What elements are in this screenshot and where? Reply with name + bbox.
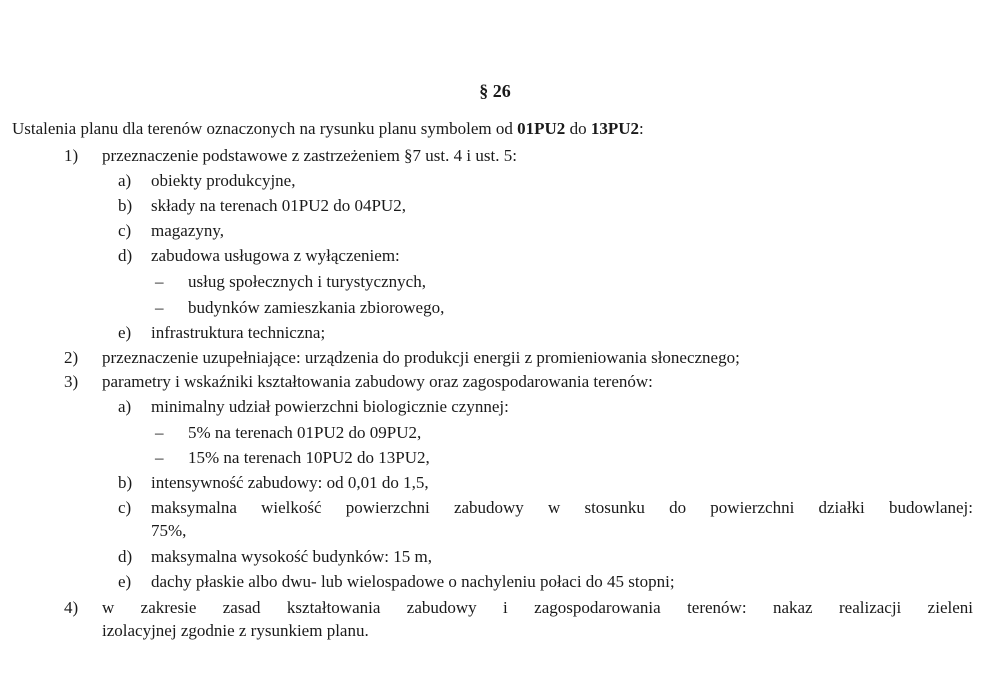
dash-item-text: usług społecznych i turystycznych, (188, 272, 426, 291)
sub-item-text: minimalny udział powierzchni biologicznie czynnej: (151, 397, 509, 416)
item-number: 4) (64, 598, 79, 617)
intro-symbol-from: 01PU2 (517, 119, 566, 138)
dash-mark: – (155, 448, 164, 467)
dash-mark: – (155, 423, 164, 442)
item-text: w zakresie zasad kształtowania zabudowy i zagospodarowania terenów: nakaz realizacji zieleni (102, 598, 973, 617)
sub-item-letter: d) (118, 547, 133, 566)
dash-mark: – (155, 272, 164, 291)
sub-item-letter: b) (118, 196, 133, 215)
dash-item-text: budynków zamieszkania zbiorowego, (188, 298, 445, 317)
sub-item-letter: e) (118, 572, 132, 591)
sub-item-letter: d) (118, 246, 133, 265)
intro-symbol-to: 13PU2 (590, 119, 639, 138)
intro-prefix: Ustalenia planu dla terenów oznaczonych na rysunku planu symbolem od (12, 119, 518, 138)
sub-item-letter: a) (118, 397, 132, 416)
item-text: przeznaczenie uzupełniające: urządzenia do produkcji energii z promieniowania słonecznego; (102, 348, 740, 367)
item-text: parametry i wskaźniki kształtowania zabudowy oraz zagospodarowania terenów: (102, 372, 653, 391)
sub-item-text-continuation: 75%, (151, 521, 187, 540)
sub-item-text: zabudowa usługowa z wyłączeniem: (151, 246, 400, 265)
intro-mid: do (565, 119, 591, 138)
sub-item-letter: c) (118, 498, 132, 517)
sub-item-letter: e) (118, 323, 132, 342)
dash-item-text: 5% na terenach 01PU2 do 09PU2, (188, 423, 422, 442)
sub-item-text: infrastruktura techniczna; (151, 323, 326, 342)
sub-item-text: intensywność zabudowy: od 0,01 do 1,5, (151, 473, 429, 492)
sub-item-text: dachy płaskie albo dwu- lub wielospadowe o nachyleniu połaci do 45 stopni; (151, 572, 675, 591)
item-number: 2) (64, 348, 79, 367)
item-text: przeznaczenie podstawowe z zastrzeżeniem §7 ust. 4 i ust. 5: (102, 146, 517, 165)
sub-item-letter: c) (118, 221, 132, 240)
sub-item-text: składy na terenach 01PU2 do 04PU2, (151, 196, 406, 215)
dash-mark: – (155, 298, 164, 317)
item-text-continuation: izolacyjnej zgodnie z rysunkiem planu. (102, 621, 369, 640)
item-number: 1) (64, 146, 79, 165)
sub-item-text: magazyny, (151, 221, 225, 240)
sub-item-letter: b) (118, 473, 133, 492)
sub-item-text: obiekty produkcyjne, (151, 171, 296, 190)
sub-item-text: maksymalna wielkość powierzchni zabudowy w stosunku do powierzchni działki budowlanej: (151, 498, 973, 517)
section-heading: § 26 (479, 81, 511, 101)
intro-suffix: : (638, 119, 644, 138)
sub-item-text: maksymalna wysokość budynków: 15 m, (151, 547, 432, 566)
sub-item-letter: a) (118, 171, 132, 190)
item-number: 3) (64, 372, 79, 391)
dash-item-text: 15% na terenach 10PU2 do 13PU2, (188, 448, 430, 467)
section-intro (12, 118, 644, 140)
